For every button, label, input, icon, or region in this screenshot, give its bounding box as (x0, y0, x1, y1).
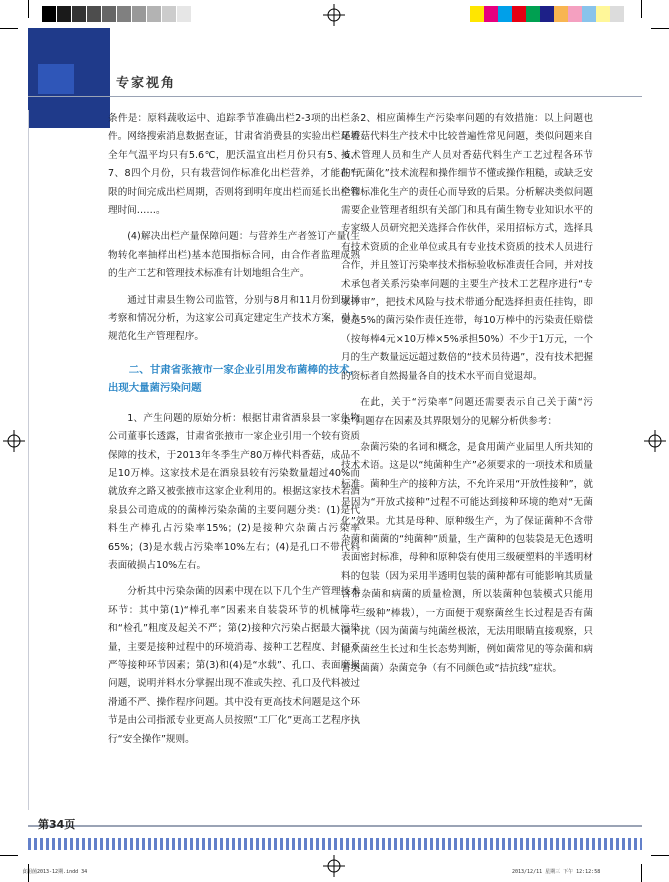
crop-mark (28, 0, 29, 18)
crop-mark (0, 855, 18, 856)
right-column (341, 110, 593, 678)
paragraph: (4)解决出栏产量保障问题：与营养生产者签订产量(生物转化率抽样出栏)基本范围指标合同，由合作者监理成熟的生产工艺和管理技术标准有计划地组合生产。 (108, 231, 360, 280)
print-slug-right: 2013/12/11 星期三 下午 12:12:58 (512, 869, 601, 875)
header-brand-block (28, 28, 110, 128)
page-number: 第34页 (38, 818, 76, 831)
print-slug-left: 食用菌2013-12期.indd 34 (22, 869, 88, 875)
paragraph: 1、产生问题的原始分析：根据甘肃省酒泉县一家生物公司董事长透露，甘肃省张掖市一家企业引用一个较有资质保障的技术，于2013年冬季生产80万棒代料香菇，成品不足10万棒。这家技术是在酒泉县较有污染数量超过40%而就放弃之路又被张掖市这家企业利用的。根据这家技术若酒泉县公司造成的的菌棒污染杂菌的主要问题分类：(1)是代料生产棒孔占污染率15%；(2)是接种穴杂菌占污染率65%；(3)是水载占污染率10%左右；(4)是孔口不带代料表面破损占10%左右。 (108, 412, 360, 571)
section-heading: 二、甘肃省张掖市一家企业引用发布菌棒的技术，出现大量菌污染问题 (108, 363, 360, 395)
paragraph: 条件是：原料蔬收运中、追踪季节准确出栏2-3项的出栏条件。网络搜索消息数据查证，甘肃省消费县的实验出栏环境全年气温平均只有5.6℃，肥沃温宜出栏月份只有5、6、7、8四个月份，只有栽营饲作标准化出栏营养，才能在有限的时间完成出栏周期，否则将到明年度出栏而延长出栏管理时间……。 (108, 113, 360, 217)
gray-calibration-bar (42, 6, 192, 22)
paragraph: 分析其中污染杂菌的因素中现在以下几个生产管理技术环节：其中第(1)“棒孔率”因素来自装袋环节的机械筒节和“检孔”粗度及起关不严；第(2)接种穴污染占据最大污染量，主要是接种过程中的环境消毒、接种工艺程度、封口不严等接种环节因素；第(3)和(4)是“水载”、孔口、表面磨损问题，说明并料水分掌握出现不准或失控、孔口及代料被过滑通不严、操作程序问题。其中没有更高技术问题是这个环节是由公司指派专业更高人员按照“工厂化”更高工艺程序执行“安全操作”规则。 (108, 586, 360, 745)
crop-mark (641, 0, 642, 18)
paragraph: 在此，关于“污染率”问题还需要表示自己关于菌“污染”问题存在因素及其界限划分的见解分析供参考： (341, 397, 593, 427)
crop-mark (651, 28, 669, 29)
registration-mark-left (3, 430, 25, 452)
left-margin-rule (28, 110, 29, 810)
crop-mark (0, 28, 18, 29)
crop-mark (651, 855, 669, 856)
color-calibration-bar (470, 6, 624, 22)
footer-stripe-band (28, 838, 642, 850)
section-title: 专家视角 (116, 76, 177, 91)
paragraph: 通过甘肃县生物公司监管，分别与8月和11月份到现场考察和情况分析，为这家公司真定建定生产技术方案，引入规范化生产管理程序。 (108, 294, 360, 343)
paragraph: 杂菌污染的名词和概念，是食用菌产业届里人所共知的技术术语。这是以“纯菌种生产”必须要求的一项技术和质量标准。菌种生产的接种方法，不允许采用“开放性接种”，就是因为“开放式接种”过程不可能达到接种环境的绝对“无菌化”效果。尤其是母种、原种级生产，为了保证菌种不含带杂菌和菌菌的“纯菌种”质量，生产菌种的包装袋是无色透明表面密封标准，母种和原种袋有使用三级硬塑料的半透明材料的包装（因为采用半透明包装的菌种都有可能影响其质量含带杂菌和病菌的质量检测，所以装菌种包装模式只能用于“三级种”棒栽），一方面便于观察菌丝生长过程是否有菌菌干扰（因为菌菌与纯菌丝极浓，无法用眼睛直接观察，只能从菌丝生长过和生长态势判断，例如菌常见的等杂菌和病害类菌菌）杂菌竞争（有不同颜色或“拮抗线”症状。 (341, 441, 593, 674)
registration-mark-bottom (323, 855, 345, 877)
paragraph: 2、相应菌棒生产污染率问题的有效措施：以上问题也是香菇代料生产技术中比较普遍性常见问题，类似问题来自技术管理人员和生产人员对香菇代料生产工艺过程各环节的“无菌化”技术流程和操作细节不懂或操作粗糙，或缺乏安全和标准化生产的责任心而导致的后果。分析解决类似问题需要企业管理者组织有关部门和具有菌生物专业知识水平的专家级人员研究把关选择合作伙伴，采用招标方式，选择具有技术资质的企业单位或具有专业技术资质的技术人员进行合作，并且签订污染率技术指标验收标准责任合同，并对技术承包者关系污染率问题的主要生产技术工艺程序进行“专家评审”，把技术风险与技术带通分配选择担责任挂钩，即使是5%的菌污染作责任连带，每10万棒中的污染责任赔偿（按每棒4元×10万棒×5%承担50%）不少于1万元，一个月的生产数量远远超过数倍的“技术员待遇”，没有技术把握的资标者自然揭量各自的技术水平而自觉退却。 (341, 113, 593, 382)
registration-mark-top (323, 4, 345, 26)
footer-divider (28, 825, 642, 827)
left-column (108, 110, 360, 749)
header-divider (28, 96, 642, 97)
crop-mark (641, 864, 642, 882)
registration-mark-right (644, 430, 666, 452)
